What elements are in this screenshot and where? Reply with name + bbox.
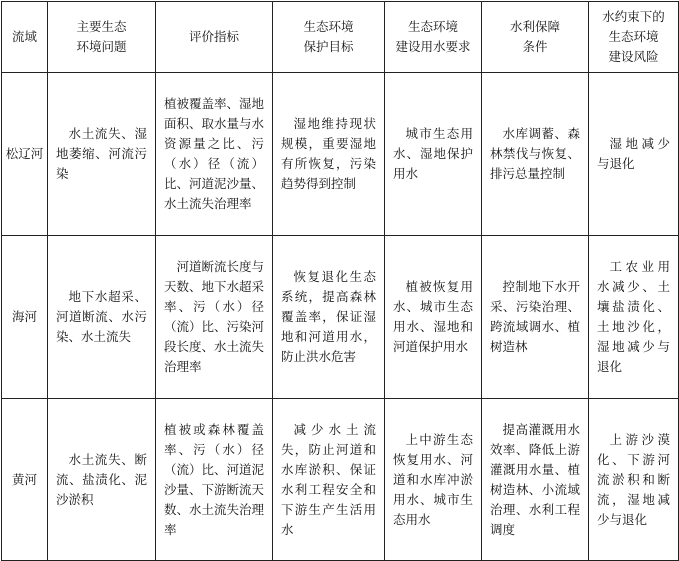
header-problems: 主要生态 环境问题 (48, 2, 156, 73)
header-row (2, 2, 679, 73)
cell-conditions: 控制地下水开采、污染治理、跨流域调水、植树造林 (482, 236, 589, 399)
cell-risks: 上游沙漠化、下游河流淤积和断流，湿地减少与退化 (589, 399, 679, 561)
header-indicators: 评价指标 (156, 2, 273, 73)
cell-risks: 湿地减少与退化 (589, 73, 679, 236)
cell-problems: 地下水超采、河道断流、水污染、水土流失 (48, 236, 156, 399)
cell-targets: 恢复退化生态系统，提高森林覆盖率，保证湿地和河道用水，防止洪水危害 (273, 236, 385, 399)
header-conditions: 水利保障 条件 (482, 2, 589, 73)
header-water-req: 生态环境 建设用水要求 (385, 2, 482, 73)
table-row (2, 236, 679, 399)
cell-targets: 湿地维持现状规模，重要湿地有所恢复，污染趋势得到控制 (273, 73, 385, 236)
cell-water-req: 城市生态用水、湿地保护用水 (385, 73, 482, 236)
table-row (2, 73, 679, 236)
eco-water-table (1, 1, 679, 561)
cell-problems: 水土流失、湿地萎缩、河流污染 (48, 73, 156, 236)
cell-conditions: 提高灌溉用水效率、降低上游灌溉用水量、植树造林、小流域治理、水利工程调度 (482, 399, 589, 561)
cell-risks: 工农业用水减少、土壤盐渍化、土地沙化，湿地减少与退化 (589, 236, 679, 399)
cell-indicators: 河道断流长度与天数、地下水超采率、污（水）径（流）比、污染河段长度、水土流失治理率 (156, 236, 273, 399)
cell-indicators: 植被覆盖率、湿地面积、取水量与水资源量之比、污（水）径（流）比、河道泥沙量、水土流失治理率 (156, 73, 273, 236)
cell-region: 海河 (2, 236, 48, 399)
cell-water-req: 植被恢复用水、城市生态用水、湿地和河道保护用水 (385, 236, 482, 399)
cell-targets: 减少水土流失，防止河道和水库淤积、保证水利工程安全和下游生产生活用水 (273, 399, 385, 561)
cell-water-req: 上中游生态恢复用水、河道和水库冲淤用水、城市生态用水 (385, 399, 482, 561)
cell-problems: 水土流失、断流、盐渍化、泥沙淤积 (48, 399, 156, 561)
header-risks: 水约束下的 生态环境 建设风险 (589, 2, 679, 73)
cell-region: 黄河 (2, 399, 48, 561)
header-targets: 生态环境 保护目标 (273, 2, 385, 73)
cell-indicators: 植被或森林覆盖率、污（水）径（流）比、河道泥沙量、下游断流天数、水土流失治理率 (156, 399, 273, 561)
table-row (2, 399, 679, 561)
cell-conditions: 水库调蓄、森林禁伐与恢复、排污总量控制 (482, 73, 589, 236)
cell-region: 松辽河 (2, 73, 48, 236)
header-region: 流域 (2, 2, 48, 73)
